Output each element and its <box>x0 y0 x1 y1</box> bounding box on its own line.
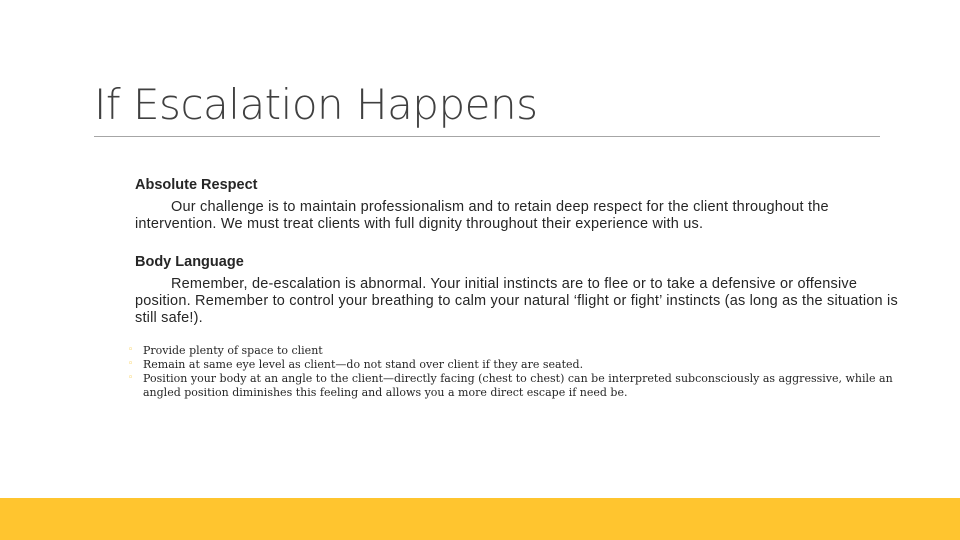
bullet-icon: ◦ <box>128 359 134 369</box>
section-body-language <box>135 253 910 327</box>
section-heading: Body Language <box>135 254 244 270</box>
list-item <box>128 344 908 358</box>
list-item <box>128 372 908 399</box>
list-item-text: Remain at same eye level as client—do not stand over client if they are seated. <box>143 358 584 371</box>
slide-title: If Escalation Happens <box>94 80 538 129</box>
slide-content <box>135 176 910 327</box>
bullet-list <box>128 344 908 400</box>
list-item-text: Position your body at an angle to the client—directly facing (chest to chest) can be interpreted subconsciously as aggressive, while an angled position diminishes this feeling and allows you a more direct escape if need be. <box>143 372 893 399</box>
section-heading: Absolute Respect <box>135 177 258 193</box>
title-divider <box>94 136 880 137</box>
list-item <box>128 358 908 372</box>
section-body: Our challenge is to maintain professionalism and to retain deep respect for the client throughout the intervention. We must treat clients with full dignity throughout their experience with us. <box>135 199 829 232</box>
footer-accent-band <box>0 498 960 540</box>
bullet-icon: ◦ <box>128 345 134 355</box>
section-absolute-respect <box>135 176 910 233</box>
list-item-text: Provide plenty of space to client <box>143 344 323 357</box>
section-body: Remember, de-escalation is abnormal. Your initial instincts are to flee or to take a defensive or offensive position. Remember to control your breathing to calm your natural ‘flight or fight’ instincts (as long as the situation is still safe!). <box>135 276 898 326</box>
bullet-icon: ◦ <box>128 373 134 383</box>
